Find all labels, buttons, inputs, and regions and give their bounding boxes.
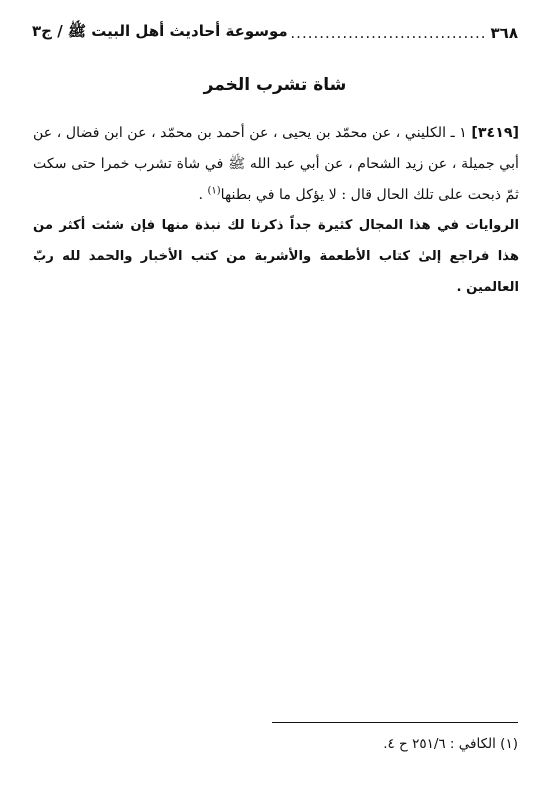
hadith-end: . [198,187,203,203]
hadith-number: [٣٤١٩] [471,125,519,141]
editorial-note: الروايات في هذا المجال كثيرة جداً ذكرنا لك نبذة منها فإن شئت أكثر من هذا فراجع إلىٰ كتاب الأطعمة والأشربة من كتب الأخبار والحمد لله ربّ العالمين . [33,218,519,295]
page-number: ٣٦٨ [490,24,518,42]
book-title: موسوعة أحاديث أهل البيت ﷺ / ج٣ [32,22,288,40]
footnote: (١) الكافي : ٢٥١/٦ ح ٤. [383,736,518,752]
footnote-divider [272,722,518,723]
footnote-reference[interactable]: (١) [207,185,221,197]
hadith-text: الكليني ، عن محمّد بن يحيى ، عن أحمد بن محمّد ، عن ابن فضال ، عن أبي جميلة ، عن زيد الشحام ، عن أبي عبد الله ﷺ في شاة تشرب خمرا حتى سكت ثمّ ذبحت على تلك الحال قال : لا يؤكل ما في بطنها [33,125,519,203]
running-header [32,20,518,46]
hadith-index: ١ ـ [450,125,467,141]
section-title: شاة تشرب الخمر [203,75,347,95]
header-leader-dots [290,24,487,42]
hadith-paragraph [33,118,519,211]
